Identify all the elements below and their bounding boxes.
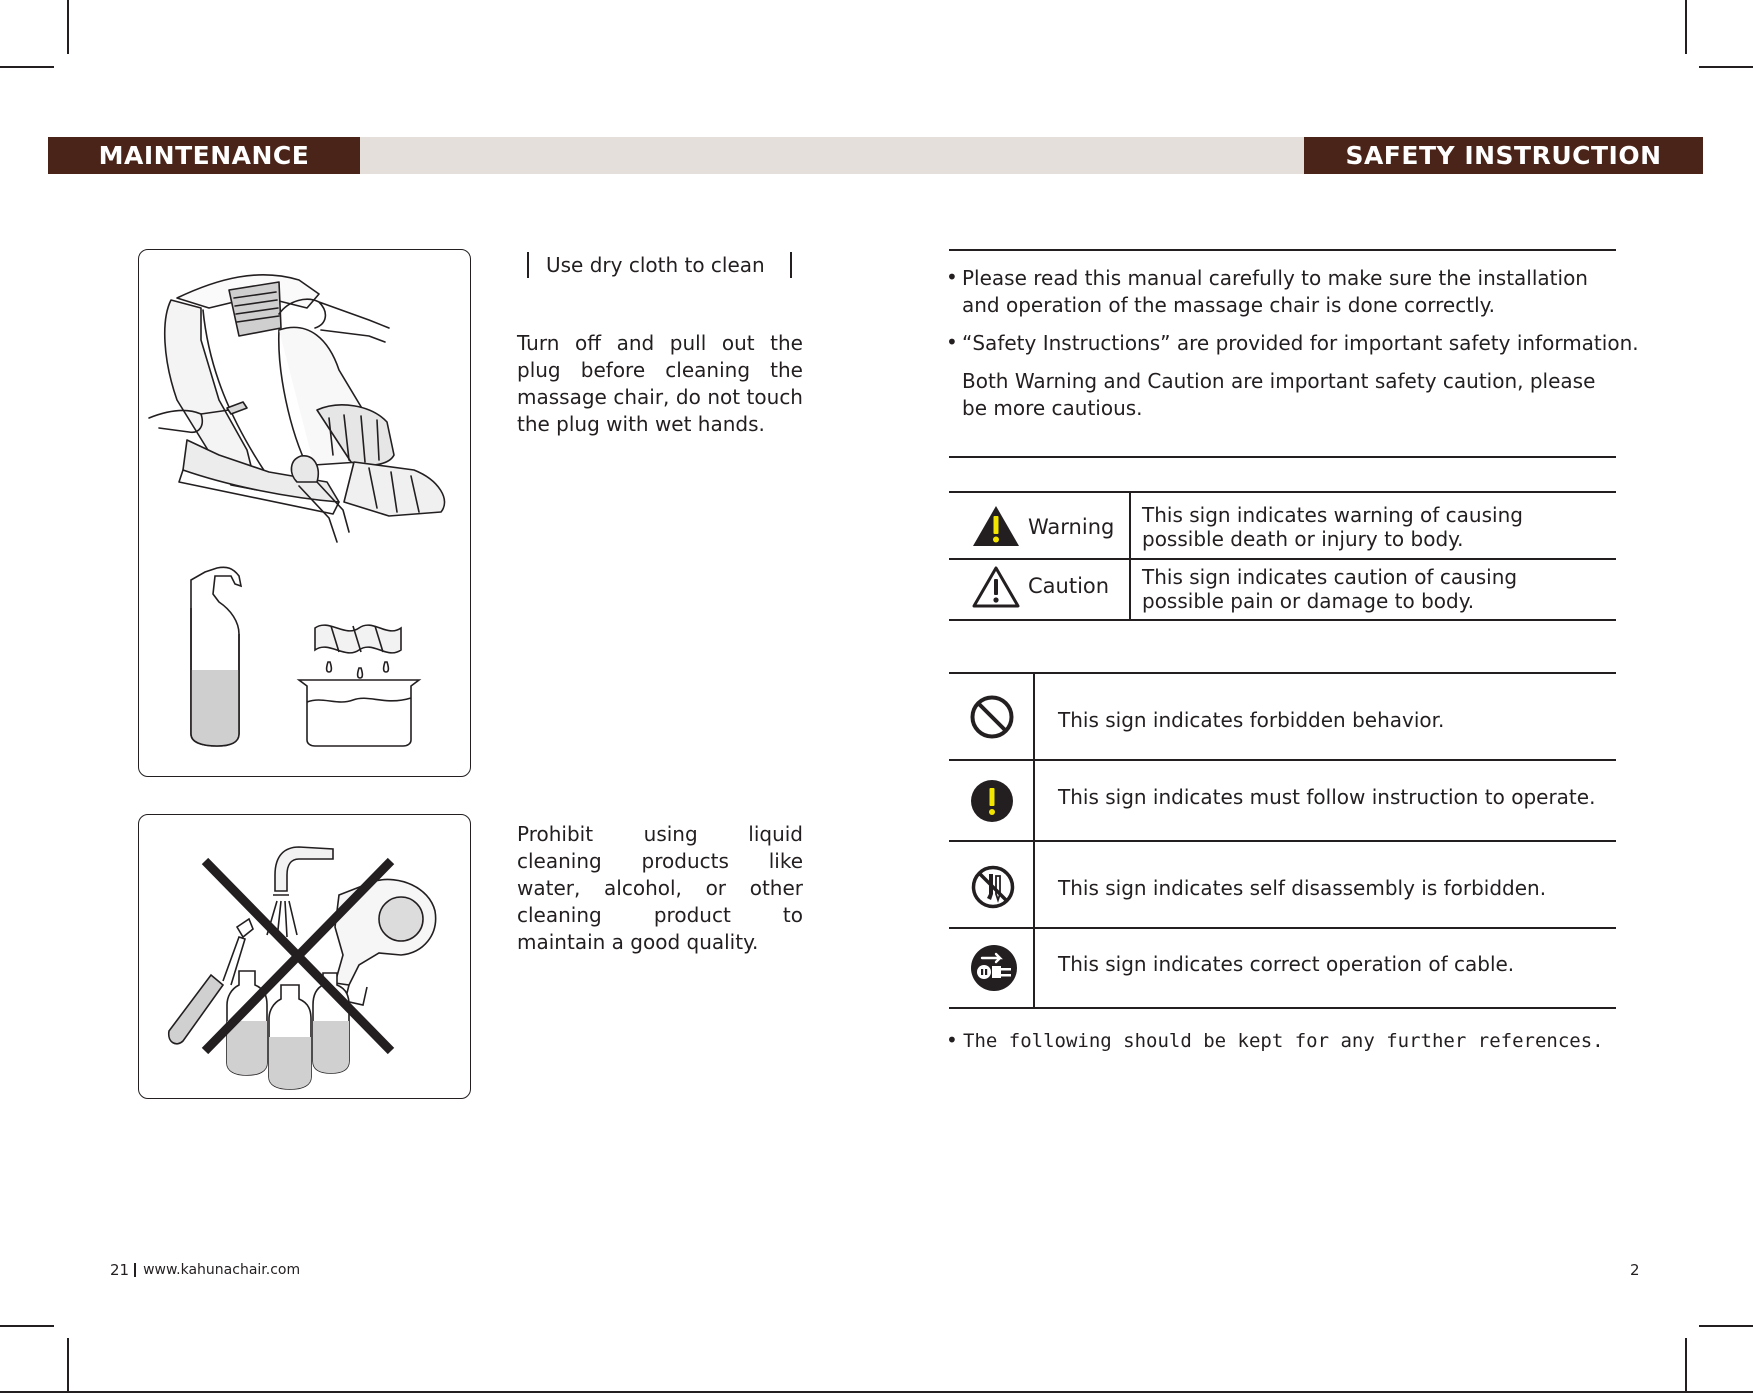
bullet-dot: • <box>946 265 958 289</box>
footer-note: The following should be kept for any further references. <box>963 1030 1604 1052</box>
signs-table-column-rule <box>1033 672 1035 1008</box>
page-number-right: 2 <box>1630 1261 1640 1279</box>
levels-table-top-rule <box>949 491 1616 493</box>
sign-cable-text: This sign indicates correct operation of cable. <box>1058 952 1515 976</box>
heading-bar-right <box>790 252 792 278</box>
signs-table-rule <box>949 927 1616 929</box>
caution-label: Caution <box>1028 574 1110 598</box>
footer-separator <box>134 1263 136 1277</box>
signs-table-rule <box>949 1007 1616 1009</box>
chair-cleaning-drawing <box>139 250 470 776</box>
chair-cleaning-illustration <box>138 249 471 777</box>
crop-mark <box>1699 1325 1753 1327</box>
bullet-dot: • <box>946 1028 958 1052</box>
prohibited-liquids-drawing <box>139 815 470 1098</box>
crop-mark <box>0 1391 1753 1393</box>
heading-bar-left <box>527 252 529 278</box>
crop-mark <box>67 0 69 54</box>
intro-paragraph-1: Please read this manual carefully to make sure the installation and operation of the massage chair is done correctly. <box>962 266 1588 317</box>
crop-mark <box>0 1325 54 1327</box>
no-disassembly-icon <box>970 864 1016 910</box>
page-footer-left <box>110 1261 300 1279</box>
caution-icon <box>971 565 1021 609</box>
prohibit-instruction-text: Prohibit using liquid cleaning products like water, alcohol, or other cleaning product to maintain a good quality. <box>517 822 803 954</box>
levels-table-column-rule <box>1129 491 1131 620</box>
prohibited-liquids-illustration <box>138 814 471 1099</box>
mandatory-icon <box>970 779 1014 823</box>
warning-icon <box>971 504 1021 548</box>
divider-top <box>949 249 1616 251</box>
section-title-safety: SAFETY INSTRUCTION <box>1304 137 1703 174</box>
crop-mark <box>67 1338 69 1393</box>
crop-mark <box>0 66 54 68</box>
intro-paragraph-3: Both Warning and Caution are important safety caution, please be more cautious. <box>962 369 1596 420</box>
forbidden-icon <box>969 694 1015 740</box>
clean-heading-text: Use dry cloth to clean <box>546 252 765 277</box>
sign-mandatory-text: This sign indicates must follow instruction to operate. <box>1058 785 1596 809</box>
caution-description: This sign indicates caution of causing possible pain or damage to body. <box>1142 565 1518 613</box>
warning-label: Warning <box>1028 515 1115 539</box>
sign-forbidden-text: This sign indicates forbidden behavior. <box>1058 708 1445 732</box>
section-title-maintenance: MAINTENANCE <box>48 137 360 174</box>
divider-intro-bottom <box>949 456 1616 458</box>
levels-table-mid-rule <box>949 558 1616 560</box>
clean-instruction-text: Turn off and pull out the plug before cleaning the massage chair, do not touch the plug with wet hands. <box>517 331 803 436</box>
signs-table-rule <box>949 672 1616 674</box>
clean-heading <box>525 250 765 280</box>
signs-table-rule <box>949 759 1616 761</box>
crop-mark <box>1699 66 1753 68</box>
footer-website: www.kahunachair.com <box>143 1262 301 1278</box>
bullet-dot: • <box>946 330 958 354</box>
crop-mark <box>1685 0 1687 54</box>
intro-paragraph-2: “Safety Instructions” are provided for important safety information. <box>962 331 1639 355</box>
sign-no-disassembly-text: This sign indicates self disassembly is forbidden. <box>1058 876 1547 900</box>
unplug-cable-icon <box>970 944 1018 992</box>
crop-mark <box>1685 1338 1687 1393</box>
levels-table-bottom-rule <box>949 619 1616 621</box>
page-number-left: 21 <box>110 1261 130 1279</box>
signs-table-rule <box>949 840 1616 842</box>
warning-description: This sign indicates warning of causing possible death or injury to body. <box>1142 503 1523 551</box>
